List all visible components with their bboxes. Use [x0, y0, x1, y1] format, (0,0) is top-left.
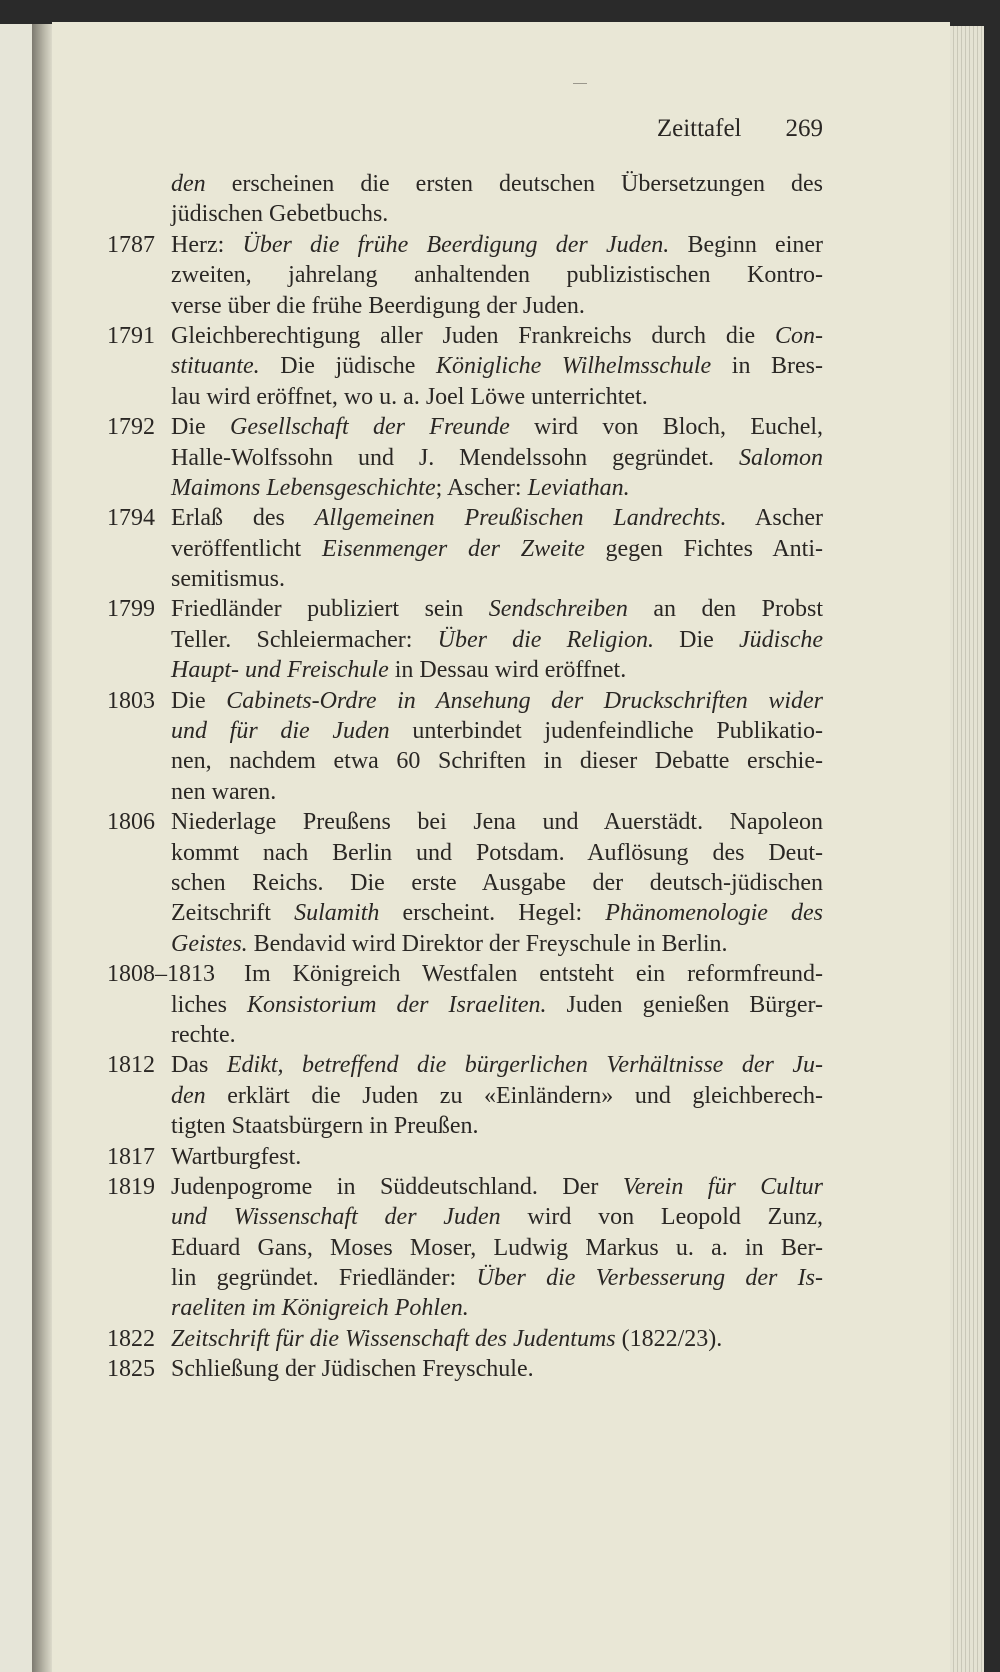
text-line	[171, 716, 823, 746]
text-line	[107, 594, 823, 624]
entry-text: gegen Fichtes Anti-	[584, 535, 824, 562]
section-title: Zeittafel	[656, 115, 742, 142]
text-line	[107, 503, 824, 533]
entry-text: lin gegründet. Friedländer:	[171, 1265, 477, 1292]
text-line	[171, 898, 823, 928]
italic-title-text: Cabinets-Ordre in Ansehung der Druckschriften wider	[226, 687, 823, 714]
text-line	[171, 838, 823, 868]
text-line	[171, 868, 823, 898]
entry-year: 1825	[107, 1356, 155, 1383]
entry-text: Die	[171, 414, 230, 441]
entry-text: schen Reichs. Die erste Ausgabe der deutsch-jüdischen	[171, 869, 823, 896]
text-line	[171, 990, 823, 1020]
text-line	[171, 746, 823, 776]
entry-text: Niederlage Preußens bei Jena und Auerstädt. Napoleon	[171, 809, 823, 836]
entry-text: Eduard Gans, Moses Moser, Ludwig Markus u. a. in Ber-	[171, 1234, 823, 1261]
entry-text: Friedländer publiziert sein	[171, 596, 489, 623]
chronology-entry	[107, 807, 823, 959]
italic-title-text: Allgemeinen Preußischen Landrechts.	[314, 505, 727, 532]
entry-text: veröffentlicht	[171, 535, 322, 562]
chronology-entry	[107, 959, 824, 1050]
entry-text: wird von Leopold Zunz,	[500, 1204, 823, 1231]
book-gutter	[32, 24, 52, 1672]
italic-title-text: Über die Verbesserung der Is-	[476, 1265, 824, 1292]
text-line	[171, 351, 823, 381]
italic-title-text: und Wissenschaft der Juden	[171, 1204, 501, 1231]
entry-text: an den Probst	[627, 596, 823, 623]
entry-text: in Dessau wird eröffnet.	[388, 657, 627, 684]
entry-text: wird von Bloch, Euchel,	[509, 414, 824, 441]
chronology-text	[107, 169, 824, 1385]
text-line	[107, 1324, 823, 1354]
text-line	[107, 1142, 823, 1172]
entry-text: Wartburgfest.	[171, 1143, 302, 1170]
italic-title-text: Phänomenologie des	[605, 900, 823, 927]
facing-page-edge	[0, 24, 32, 1672]
chronology-entry	[107, 1172, 824, 1324]
italic-title-text: Verein für Cultur	[622, 1173, 823, 1200]
text-line	[171, 655, 823, 685]
text-line	[171, 534, 823, 564]
text-line	[171, 382, 823, 412]
italic-title-text: Über die frühe Beerdigung der Juden.	[242, 231, 670, 258]
entry-text: Erlaß des	[171, 505, 315, 532]
text-line	[171, 473, 823, 503]
entry-year: 1817	[107, 1143, 155, 1170]
entry-year: 1819	[107, 1173, 155, 1200]
entry-text: Juden genießen Bürger-	[546, 991, 824, 1018]
italic-title-text: Konsistorium der Israeliten.	[247, 991, 547, 1018]
page-number: 269	[785, 115, 823, 142]
entry-text: Halle-Wolfssohn und J. Mendelssohn gegründet.	[171, 444, 739, 471]
chronology-entry	[107, 686, 823, 808]
text-line	[171, 1020, 823, 1050]
italic-title-text: Haupt- und Freischule	[171, 657, 389, 684]
entry-year: 1812	[107, 1052, 155, 1079]
entry-text: unterbindet judenfeindliche Publikatio-	[389, 718, 823, 745]
entry-year: 1791	[107, 322, 155, 349]
running-header	[560, 114, 823, 144]
entry-text: erklärt die Juden zu «Einländern» und gleichberech-	[205, 1082, 823, 1109]
italic-title-text: Leviathan.	[527, 474, 630, 501]
entry-year: 1794	[107, 505, 155, 532]
entry-text: Das	[171, 1052, 227, 1079]
chronology-entry	[107, 412, 824, 503]
italic-title-text: raeliten im Königreich Pohlen.	[171, 1295, 469, 1322]
italic-title-text: Geistes.	[171, 930, 248, 957]
italic-title-text: Gesellschaft der Freunde	[230, 414, 510, 441]
chronology-entry	[107, 503, 824, 594]
text-line	[171, 625, 823, 655]
text-line	[107, 1354, 823, 1384]
chronology-entry	[107, 230, 824, 321]
entry-text: erscheinen die ersten deutschen Übersetzungen des	[205, 171, 823, 197]
italic-title-text: Jüdische	[739, 626, 823, 653]
italic-title-text: Zeitschrift für die Wissenschaft des Judentums	[171, 1325, 616, 1352]
entry-text: kommt nach Berlin und Potsdam. Auflösung des Deut-	[171, 839, 823, 866]
chronology-entry	[107, 321, 824, 412]
entry-year: 1803	[107, 687, 155, 714]
text-line	[107, 412, 824, 442]
entry-text: Gleichberechtigung aller Juden Frankreichs durch die	[171, 322, 775, 349]
entry-text: Zeitschrift	[171, 900, 295, 927]
italic-title-text: den	[171, 171, 206, 197]
page-mark	[573, 83, 587, 84]
chronology-entry	[107, 1324, 823, 1354]
italic-title-text: Über die Religion.	[437, 626, 654, 653]
text-line	[107, 230, 824, 260]
italic-title-text: Sulamith	[294, 900, 380, 927]
text-line	[107, 807, 823, 837]
entry-text: Die jüdische	[259, 353, 437, 380]
chronology-entry	[107, 1142, 823, 1172]
page-stack-edge	[950, 26, 984, 1672]
text-line	[171, 260, 823, 290]
entry-text: Schließung der Jüdischen Freyschule.	[171, 1356, 534, 1383]
entry-text: Judenpogrome in Süddeutschland. Der	[171, 1173, 623, 1200]
entry-text: Im Königreich Westfalen entsteht ein reformfreund-	[244, 961, 823, 988]
entry-text: Beginn einer	[669, 231, 824, 258]
text-line	[171, 929, 823, 959]
entry-text: Ascher	[726, 505, 824, 532]
entry-text: nen, nachdem etwa 60 Schriften in dieser Debatte erschie-	[171, 748, 823, 775]
text-line	[171, 1263, 823, 1293]
text-line	[107, 1050, 823, 1080]
italic-title-text: Eisenmenger der Zweite	[321, 535, 585, 562]
entry-year: 1787	[107, 231, 155, 258]
entry-text: liches	[171, 991, 248, 1018]
chronology-entry	[171, 169, 823, 230]
text-line	[171, 199, 823, 229]
entry-text: Bendavid wird Direktor der Freyschule in Berlin.	[247, 930, 728, 957]
entry-text: Die	[653, 626, 740, 653]
entry-year: 1806	[107, 809, 155, 836]
entry-text: verse über die frühe Beerdigung der Juden.	[171, 292, 585, 319]
chronology-entry	[107, 594, 823, 685]
italic-title-text: Con-	[775, 322, 823, 349]
entry-text: Die	[171, 687, 227, 714]
text-line	[171, 777, 823, 807]
text-line	[171, 169, 823, 199]
text-line	[171, 1111, 823, 1141]
italic-title-text: Sendschreiben	[488, 596, 628, 623]
italic-title-text: Salomon	[739, 444, 823, 471]
entry-text: zweiten, jahrelang anhaltenden publizistischen Kontro-	[171, 262, 823, 289]
text-line	[107, 321, 823, 351]
entry-text: (1822/23).	[615, 1325, 723, 1352]
entry-text: nen waren.	[171, 778, 277, 805]
text-line	[171, 291, 823, 321]
entry-year: 1792	[107, 414, 155, 441]
italic-title-text: und für die Juden	[171, 718, 390, 745]
text-line	[171, 1293, 823, 1323]
italic-title-text: Maimons Lebensgeschichte	[171, 474, 436, 501]
chronology-entry	[107, 1354, 823, 1384]
entry-text: tigten Staatsbürgern in Preußen.	[171, 1113, 479, 1140]
entry-year: 1808–1813	[107, 961, 215, 988]
entry-text: semitismus.	[171, 566, 286, 593]
chronology-entry	[107, 1050, 823, 1141]
italic-title-text: Königliche Wilhelmsschule	[436, 353, 712, 380]
text-line	[107, 959, 823, 989]
entry-text: in Bres-	[711, 353, 824, 380]
italic-title-text: den	[171, 1082, 206, 1109]
text-line	[171, 1081, 823, 1111]
text-line	[171, 443, 823, 473]
entry-year: 1822	[107, 1325, 155, 1352]
text-line	[107, 1172, 823, 1202]
text-line	[107, 686, 823, 716]
text-line	[171, 1233, 823, 1263]
entry-year: 1799	[107, 596, 155, 623]
entry-text: ; Ascher:	[435, 474, 528, 501]
italic-title-text: Edikt, betreffend die bürgerlichen Verhältnisse der Ju-	[226, 1052, 823, 1079]
entry-text: lau wird eröffnet, wo u. a. Joel Löwe unterrichtet.	[171, 383, 648, 410]
entry-text: rechte.	[171, 1021, 236, 1048]
text-line	[171, 1202, 823, 1232]
entry-text: erscheint. Hegel:	[379, 900, 606, 927]
entry-text: jüdischen Gebetbuchs.	[171, 201, 389, 228]
entry-text: Teller. Schleiermacher:	[171, 626, 438, 653]
text-line	[171, 564, 823, 594]
entry-text: Herz:	[171, 231, 243, 258]
italic-title-text: stituante.	[171, 353, 260, 380]
